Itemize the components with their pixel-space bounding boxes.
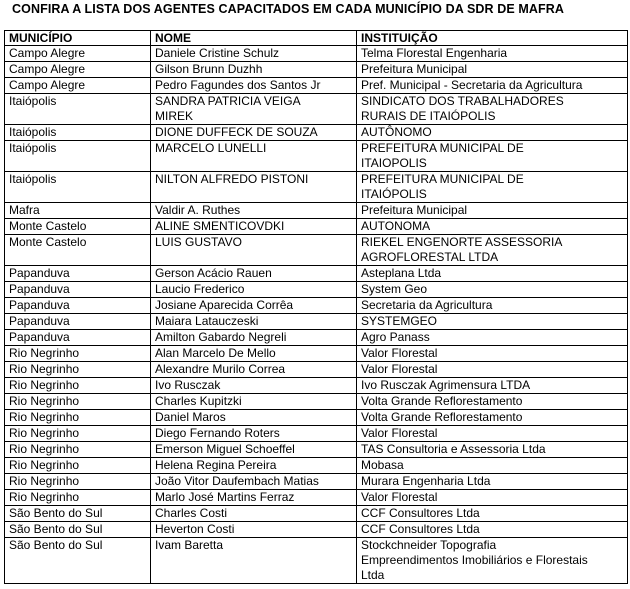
cell-municipio — [5, 94, 151, 125]
cell-nome — [151, 125, 357, 141]
cell-instituicao — [357, 410, 628, 426]
table-row — [5, 78, 628, 94]
table-row — [5, 410, 628, 426]
cell-nome — [151, 458, 357, 474]
cell-nome-line: Charles Kupitzki — [155, 394, 242, 408]
table-row — [5, 474, 628, 490]
cell-nome — [151, 490, 357, 506]
cell-instituicao-line: Telma Florestal Engenharia — [361, 46, 508, 60]
cell-nome — [151, 346, 357, 362]
cell-municipio — [5, 346, 151, 362]
cell-instituicao-line: Prefeitura Municipal — [361, 62, 468, 76]
cell-nome — [151, 474, 357, 490]
table-row — [5, 458, 628, 474]
cell-municipio-line: Campo Alegre — [9, 62, 86, 76]
table-row — [5, 378, 628, 394]
cell-municipio — [5, 458, 151, 474]
cell-nome — [151, 78, 357, 94]
cell-municipio — [5, 522, 151, 538]
cell-instituicao-line: Mobasa — [361, 458, 404, 472]
cell-instituicao — [357, 522, 628, 538]
cell-municipio-line: Monte Castelo — [9, 235, 87, 249]
cell-municipio — [5, 282, 151, 298]
cell-municipio-line: Rio Negrinho — [9, 410, 80, 424]
cell-municipio — [5, 426, 151, 442]
cell-instituicao — [357, 266, 628, 282]
table-row — [5, 346, 628, 362]
cell-instituicao-line: CCF Consultores Ltda — [361, 506, 480, 520]
cell-municipio-line: Itaiópolis — [9, 94, 57, 108]
cell-nome — [151, 506, 357, 522]
cell-nome-line: LUIS GUSTAVO — [155, 235, 242, 249]
cell-municipio-line: São Bento do Sul — [9, 522, 103, 536]
table-row — [5, 172, 628, 203]
cell-nome-line: Ivo Rusczak — [155, 378, 221, 392]
cell-municipio — [5, 362, 151, 378]
cell-municipio — [5, 62, 151, 78]
cell-municipio-line: Campo Alegre — [9, 46, 86, 60]
cell-instituicao — [357, 458, 628, 474]
cell-instituicao — [357, 203, 628, 219]
cell-instituicao-line: SINDICATO DOS TRABALHADORES — [361, 94, 564, 108]
cell-instituicao-line: Valor Florestal — [361, 490, 438, 504]
cell-instituicao-line: AUTONOMA — [361, 219, 431, 233]
cell-municipio — [5, 538, 151, 584]
cell-nome-line: João Vitor Daufembach Matias — [155, 474, 319, 488]
cell-instituicao — [357, 141, 628, 172]
table-row — [5, 394, 628, 410]
cell-nome — [151, 314, 357, 330]
cell-nome — [151, 172, 357, 203]
cell-municipio — [5, 203, 151, 219]
header-instituicao: INSTITUIÇÃO — [357, 31, 628, 46]
cell-instituicao-line: RURAIS DE ITAIÓPOLIS — [361, 109, 496, 123]
cell-instituicao-line: Valor Florestal — [361, 426, 438, 440]
cell-nome-line: Helena Regina Pereira — [155, 458, 277, 472]
cell-nome-line: Daniele Cristine Schulz — [155, 46, 280, 60]
cell-instituicao-line: Ivo Rusczak Agrimensura LTDA — [361, 378, 531, 392]
cell-nome — [151, 538, 357, 584]
table-header-row — [5, 31, 628, 46]
table-row — [5, 314, 628, 330]
table-row — [5, 362, 628, 378]
cell-municipio — [5, 474, 151, 490]
cell-instituicao-line: AUTÔNOMO — [361, 125, 432, 139]
cell-instituicao — [357, 46, 628, 62]
cell-instituicao — [357, 394, 628, 410]
cell-instituicao-line: AGROFLORESTAL LTDA — [361, 250, 499, 264]
cell-nome-line: Marlo José Martins Ferraz — [155, 490, 295, 504]
cell-municipio — [5, 442, 151, 458]
cell-instituicao — [357, 172, 628, 203]
cell-nome-line: Alexandre Murilo Correa — [155, 362, 286, 376]
table-row — [5, 282, 628, 298]
cell-nome-line: Alan Marcelo De Mello — [155, 346, 276, 360]
table-row — [5, 490, 628, 506]
cell-nome — [151, 378, 357, 394]
cell-nome — [151, 94, 357, 125]
table-row — [5, 219, 628, 235]
cell-instituicao-line: Volta Grande Reflorestamento — [361, 410, 523, 424]
cell-nome-line: Pedro Fagundes dos Santos Jr — [155, 78, 321, 92]
cell-instituicao-line: System Geo — [361, 282, 428, 296]
cell-municipio — [5, 394, 151, 410]
cell-instituicao-line: ITAIÓPOLIS — [361, 187, 427, 201]
cell-municipio-line: Itaiópolis — [9, 141, 57, 155]
table-row — [5, 538, 628, 584]
cell-instituicao-line: Valor Florestal — [361, 362, 438, 376]
cell-municipio — [5, 490, 151, 506]
header-nome: NOME — [151, 31, 357, 46]
cell-instituicao — [357, 62, 628, 78]
agents-table — [4, 30, 628, 584]
cell-nome-line: Josiane Aparecida Corrêa — [155, 298, 294, 312]
cell-nome-line: Laucio Frederico — [155, 282, 245, 296]
cell-instituicao-line: PREFEITURA MUNICIPAL DE — [361, 141, 524, 155]
cell-instituicao — [357, 426, 628, 442]
cell-nome — [151, 46, 357, 62]
cell-nome — [151, 442, 357, 458]
cell-municipio-line: Rio Negrinho — [9, 442, 80, 456]
cell-nome — [151, 410, 357, 426]
cell-municipio — [5, 298, 151, 314]
cell-nome-line: Charles Costi — [155, 506, 228, 520]
cell-instituicao — [357, 362, 628, 378]
page-title: CONFIRA A LISTA DOS AGENTES CAPACITADOS EM CADA MUNICÍPIO DA SDR DE MAFRA — [12, 2, 564, 16]
cell-nome — [151, 426, 357, 442]
cell-instituicao-line: Secretaria da Agricultura — [361, 298, 493, 312]
cell-instituicao-line: Pref. Municipal - Secretaria da Agricultura — [361, 78, 583, 92]
cell-municipio-line: Rio Negrinho — [9, 378, 80, 392]
cell-nome-line: DIONE DUFFECK DE SOUZA — [155, 125, 318, 139]
cell-nome — [151, 235, 357, 266]
cell-instituicao — [357, 538, 628, 584]
cell-instituicao-line: Prefeitura Municipal — [361, 203, 468, 217]
cell-nome-line: Valdir A. Ruthes — [155, 203, 241, 217]
table-row — [5, 298, 628, 314]
cell-nome-line: Gerson Acácio Rauen — [155, 266, 272, 280]
cell-instituicao — [357, 378, 628, 394]
cell-municipio — [5, 46, 151, 62]
cell-instituicao-line: CCF Consultores Ltda — [361, 522, 480, 536]
table-body — [5, 46, 628, 584]
cell-instituicao-line: Agro Panass — [361, 330, 430, 344]
cell-instituicao — [357, 282, 628, 298]
cell-nome-line: Diego Fernando Roters — [155, 426, 280, 440]
cell-nome-line: Heverton Costi — [155, 522, 235, 536]
cell-municipio-line: Papanduva — [9, 330, 70, 344]
cell-instituicao-line: Empreendimentos Imobiliários e Florestais — [361, 553, 588, 567]
cell-instituicao-line: Valor Florestal — [361, 346, 438, 360]
cell-instituicao-line: Stockchneider Topografia — [361, 538, 497, 552]
cell-instituicao-line: RIEKEL ENGENORTE ASSESSORIA — [361, 235, 563, 249]
cell-instituicao — [357, 346, 628, 362]
cell-municipio — [5, 506, 151, 522]
cell-municipio-line: Itaiópolis — [9, 125, 57, 139]
cell-municipio — [5, 125, 151, 141]
cell-nome-line: SANDRA PATRICIA VEIGA — [155, 94, 301, 108]
cell-municipio — [5, 410, 151, 426]
cell-municipio-line: Rio Negrinho — [9, 426, 80, 440]
table-row — [5, 62, 628, 78]
table-row — [5, 266, 628, 282]
table-row — [5, 442, 628, 458]
cell-instituicao — [357, 330, 628, 346]
cell-nome — [151, 298, 357, 314]
table-row — [5, 506, 628, 522]
table-row — [5, 46, 628, 62]
cell-municipio — [5, 314, 151, 330]
cell-instituicao — [357, 298, 628, 314]
cell-nome-line: Amilton Gabardo Negreli — [155, 330, 287, 344]
cell-municipio-line: Rio Negrinho — [9, 458, 80, 472]
cell-municipio-line: Rio Negrinho — [9, 394, 80, 408]
cell-instituicao — [357, 125, 628, 141]
cell-municipio — [5, 378, 151, 394]
cell-nome — [151, 394, 357, 410]
cell-nome-line: Emerson Miguel Schoeffel — [155, 442, 295, 456]
cell-instituicao-line: Murara Engenharia Ltda — [361, 474, 491, 488]
cell-nome — [151, 62, 357, 78]
cell-municipio-line: Papanduva — [9, 266, 70, 280]
cell-municipio-line: Rio Negrinho — [9, 474, 80, 488]
cell-municipio-line: Rio Negrinho — [9, 346, 80, 360]
cell-nome — [151, 203, 357, 219]
cell-instituicao-line: Ltda — [361, 568, 385, 582]
cell-nome-line: MIREK — [155, 109, 194, 123]
cell-instituicao — [357, 490, 628, 506]
cell-municipio — [5, 266, 151, 282]
cell-nome — [151, 141, 357, 172]
cell-municipio-line: Itaiópolis — [9, 172, 57, 186]
cell-municipio-line: Mafra — [9, 203, 40, 217]
cell-municipio — [5, 172, 151, 203]
table-row — [5, 426, 628, 442]
cell-municipio-line: Papanduva — [9, 298, 70, 312]
cell-municipio-line: Campo Alegre — [9, 78, 86, 92]
cell-instituicao — [357, 94, 628, 125]
cell-nome — [151, 282, 357, 298]
cell-instituicao — [357, 235, 628, 266]
cell-nome — [151, 219, 357, 235]
cell-nome-line: ALINE SMENTICOVDKI — [155, 219, 285, 233]
cell-nome — [151, 362, 357, 378]
cell-municipio — [5, 235, 151, 266]
cell-nome-line: Gilson Brunn Duzhh — [155, 62, 263, 76]
cell-instituicao — [357, 442, 628, 458]
cell-instituicao-line: PREFEITURA MUNICIPAL DE — [361, 172, 524, 186]
cell-municipio-line: Monte Castelo — [9, 219, 87, 233]
cell-nome-line: Daniel Maros — [155, 410, 226, 424]
table-row — [5, 330, 628, 346]
cell-instituicao-line: Volta Grande Reflorestamento — [361, 394, 523, 408]
cell-municipio — [5, 141, 151, 172]
cell-instituicao — [357, 314, 628, 330]
cell-municipio-line: Papanduva — [9, 314, 70, 328]
cell-instituicao — [357, 219, 628, 235]
cell-municipio-line: Papanduva — [9, 282, 70, 296]
table-row — [5, 522, 628, 538]
table-row — [5, 203, 628, 219]
cell-nome — [151, 266, 357, 282]
cell-nome-line: Ivam Baretta — [155, 538, 224, 552]
table-row — [5, 141, 628, 172]
cell-instituicao — [357, 474, 628, 490]
cell-nome — [151, 522, 357, 538]
cell-municipio — [5, 330, 151, 346]
cell-instituicao-line: SYSTEMGEO — [361, 314, 438, 328]
cell-nome-line: NILTON ALFREDO PISTONI — [155, 172, 309, 186]
cell-municipio-line: São Bento do Sul — [9, 506, 103, 520]
cell-municipio — [5, 219, 151, 235]
cell-municipio-line: Rio Negrinho — [9, 362, 80, 376]
table-row — [5, 94, 628, 125]
cell-nome-line: Maiara Latauczeski — [155, 314, 259, 328]
cell-instituicao-line: Asteplana Ltda — [361, 266, 442, 280]
cell-nome-line: MARCELO LUNELLI — [155, 141, 267, 155]
cell-instituicao-line: ITAIOPOLIS — [361, 156, 427, 170]
cell-nome — [151, 330, 357, 346]
table-row — [5, 235, 628, 266]
cell-municipio-line: São Bento do Sul — [9, 538, 103, 552]
cell-instituicao — [357, 78, 628, 94]
cell-municipio — [5, 78, 151, 94]
cell-instituicao-line: TAS Consultoria e Assessoria Ltda — [361, 442, 546, 456]
table-row — [5, 125, 628, 141]
cell-instituicao — [357, 506, 628, 522]
cell-municipio-line: Rio Negrinho — [9, 490, 80, 504]
header-municipio: MUNICÍPIO — [5, 31, 151, 46]
